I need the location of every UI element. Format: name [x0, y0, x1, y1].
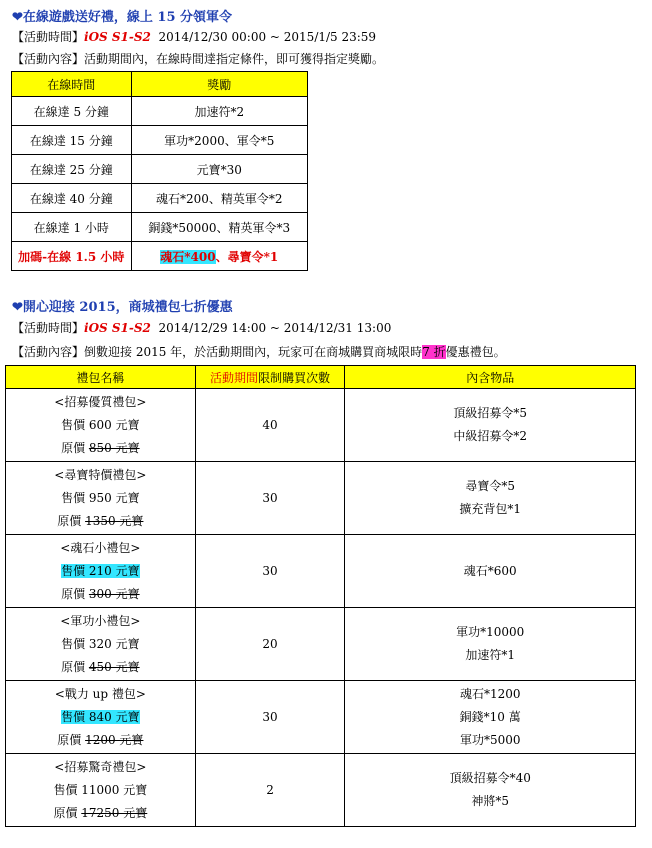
- purchase-limit-cell: 30: [195, 535, 345, 608]
- pack-price: [6, 779, 195, 802]
- pack-price: [6, 414, 195, 437]
- purchase-limit-cell: 40: [195, 389, 345, 462]
- gift-pack-table: [5, 365, 636, 827]
- pack-price: [6, 560, 195, 583]
- reward-cell: 軍功*2000、軍令*5: [131, 126, 307, 155]
- section2-title: ❤開心迎接 2015，商城禮包七折優惠: [12, 300, 233, 315]
- bonus-reward: 魂石*400、尋寶令*1: [131, 242, 307, 271]
- pack-price: [6, 706, 195, 729]
- pack-item: 加速符*1: [465, 648, 516, 662]
- pack-name-cell: [6, 535, 196, 608]
- original-label: 原價: [57, 513, 86, 528]
- reward-row: [12, 213, 308, 242]
- section2-time: 【活動時間】iOS S1-S2 2014/12/29 14:00 ~ 2014/12/31 13:00: [12, 321, 392, 335]
- pack-price-text: 售價 320 元寶: [61, 636, 140, 651]
- pack-item: 頂級招募令*40: [449, 771, 531, 785]
- original-label: 原價: [57, 732, 86, 747]
- section1-time: 【活動時間】iOS S1-S2 2014/12/30 00:00 ~ 2015/1/5 23:59: [12, 30, 377, 44]
- pack-name-cell: [6, 389, 196, 462]
- online-time-cell: 在線達 40 分鐘: [12, 184, 132, 213]
- reward-row: [12, 97, 308, 126]
- pack-original-price: [6, 510, 195, 533]
- pack-items-cell: [345, 462, 636, 535]
- gift-pack-row: [6, 681, 636, 754]
- pack-original-price: [6, 802, 195, 825]
- original-value: 17250 元寶: [81, 805, 148, 820]
- pack-items-cell: [345, 535, 636, 608]
- pack-item: 尋寶令*5: [465, 479, 516, 493]
- pack-name-cell: [6, 462, 196, 535]
- pack-name: <招募優質禮包>: [54, 394, 147, 409]
- pack-price-text: 售價 210 元寶: [61, 563, 140, 578]
- bonus-time: 加碼-在線 1.5 小時: [12, 242, 132, 271]
- pack-item: 頂級招募令*5: [453, 406, 528, 420]
- pack-name-cell: [6, 754, 196, 827]
- pack-price: [6, 633, 195, 656]
- reward-row: [12, 126, 308, 155]
- purchase-limit-cell: 20: [195, 608, 345, 681]
- section1-title: ❤在線遊戲送好禮，線上 15 分領軍令: [12, 10, 233, 25]
- pack-name-cell: [6, 681, 196, 754]
- pack-original-price: [6, 583, 195, 606]
- header-reward: 獎勵: [131, 72, 307, 97]
- gift-pack-row: [6, 754, 636, 827]
- pack-name-cell: [6, 608, 196, 681]
- online-time-cell: 在線達 25 分鐘: [12, 155, 132, 184]
- pack-name: <招募驚奇禮包>: [54, 759, 147, 774]
- pack-name: <尋寶特價禮包>: [54, 467, 147, 482]
- original-value: 450 元寶: [88, 659, 140, 674]
- gift-pack-row: [6, 535, 636, 608]
- original-value: 1350 元寶: [85, 513, 144, 528]
- header-limit: 活動期間限制購買次數: [195, 366, 345, 389]
- reward-row: [12, 184, 308, 213]
- gift-pack-row: [6, 608, 636, 681]
- original-label: 原價: [61, 659, 89, 674]
- pack-item: 神將*5: [471, 794, 510, 808]
- online-reward-table: [11, 71, 308, 271]
- pack-original-price: [6, 437, 195, 460]
- pack-original-price: [6, 656, 195, 679]
- gift-pack-row: [6, 462, 636, 535]
- original-label: 原價: [61, 586, 89, 601]
- header-items: 內含物品: [345, 366, 636, 389]
- pack-items-cell: [345, 754, 636, 827]
- pack-items-cell: [345, 681, 636, 754]
- purchase-limit-cell: 2: [195, 754, 345, 827]
- pack-name: <魂石小禮包>: [60, 540, 141, 555]
- header-pack-name: 禮包名稱: [6, 366, 196, 389]
- reward-cell: 加速符*2: [131, 97, 307, 126]
- pack-name: <軍功小禮包>: [60, 613, 141, 628]
- purchase-limit-cell: 30: [195, 462, 345, 535]
- pack-name: <戰力 up 禮包>: [54, 686, 146, 701]
- pack-item: 中級招募令*2: [453, 429, 528, 443]
- pack-price: [6, 487, 195, 510]
- pack-original-price: [6, 729, 195, 752]
- heart-icon: ❤: [12, 10, 23, 25]
- pack-item: 魂石*1200: [459, 686, 521, 701]
- heart-icon: ❤: [12, 300, 23, 315]
- pack-item: 擴充背包*1: [459, 502, 522, 516]
- reward-row: [12, 155, 308, 184]
- pack-price-text: 售價 600 元寶: [61, 417, 140, 432]
- pack-item: 軍功*5000: [459, 732, 521, 747]
- reward-cell: 元寶*30: [131, 155, 307, 184]
- section1-content: 【活動內容】活動期間內，在線時間達指定條件，即可獲得指定獎勵。: [12, 52, 385, 66]
- original-value: 1200 元寶: [85, 732, 144, 747]
- online-time-cell: 在線達 5 分鐘: [12, 97, 132, 126]
- online-time-cell: 在線達 1 小時: [12, 213, 132, 242]
- pack-price-text: 售價 840 元寶: [61, 709, 140, 724]
- section2-content: 【活動內容】倒數迎接 2015 年，於活動期間內，玩家可在商城購買商城限時7 折優惠禮包。: [12, 345, 506, 359]
- reward-cell: 銅錢*50000、精英軍令*3: [131, 213, 307, 242]
- pack-price-text: 售價 950 元寶: [61, 490, 140, 505]
- header-online-time: 在線時間: [12, 72, 132, 97]
- original-label: 原價: [61, 440, 89, 455]
- pack-items-cell: [345, 608, 636, 681]
- pack-item: 銅錢*10 萬: [459, 709, 521, 724]
- gift-pack-row: [6, 389, 636, 462]
- original-value: 850 元寶: [88, 440, 140, 455]
- pack-price-text: 售價 11000 元寶: [53, 782, 148, 797]
- pack-items-cell: [345, 389, 636, 462]
- reward-cell: 魂石*200、精英軍令*2: [131, 184, 307, 213]
- pack-item: 魂石*600: [463, 563, 517, 578]
- original-value: 300 元寶: [88, 586, 140, 601]
- pack-item: 軍功*10000: [456, 625, 525, 639]
- purchase-limit-cell: 30: [195, 681, 345, 754]
- online-time-cell: 在線達 15 分鐘: [12, 126, 132, 155]
- original-label: 原價: [53, 805, 82, 820]
